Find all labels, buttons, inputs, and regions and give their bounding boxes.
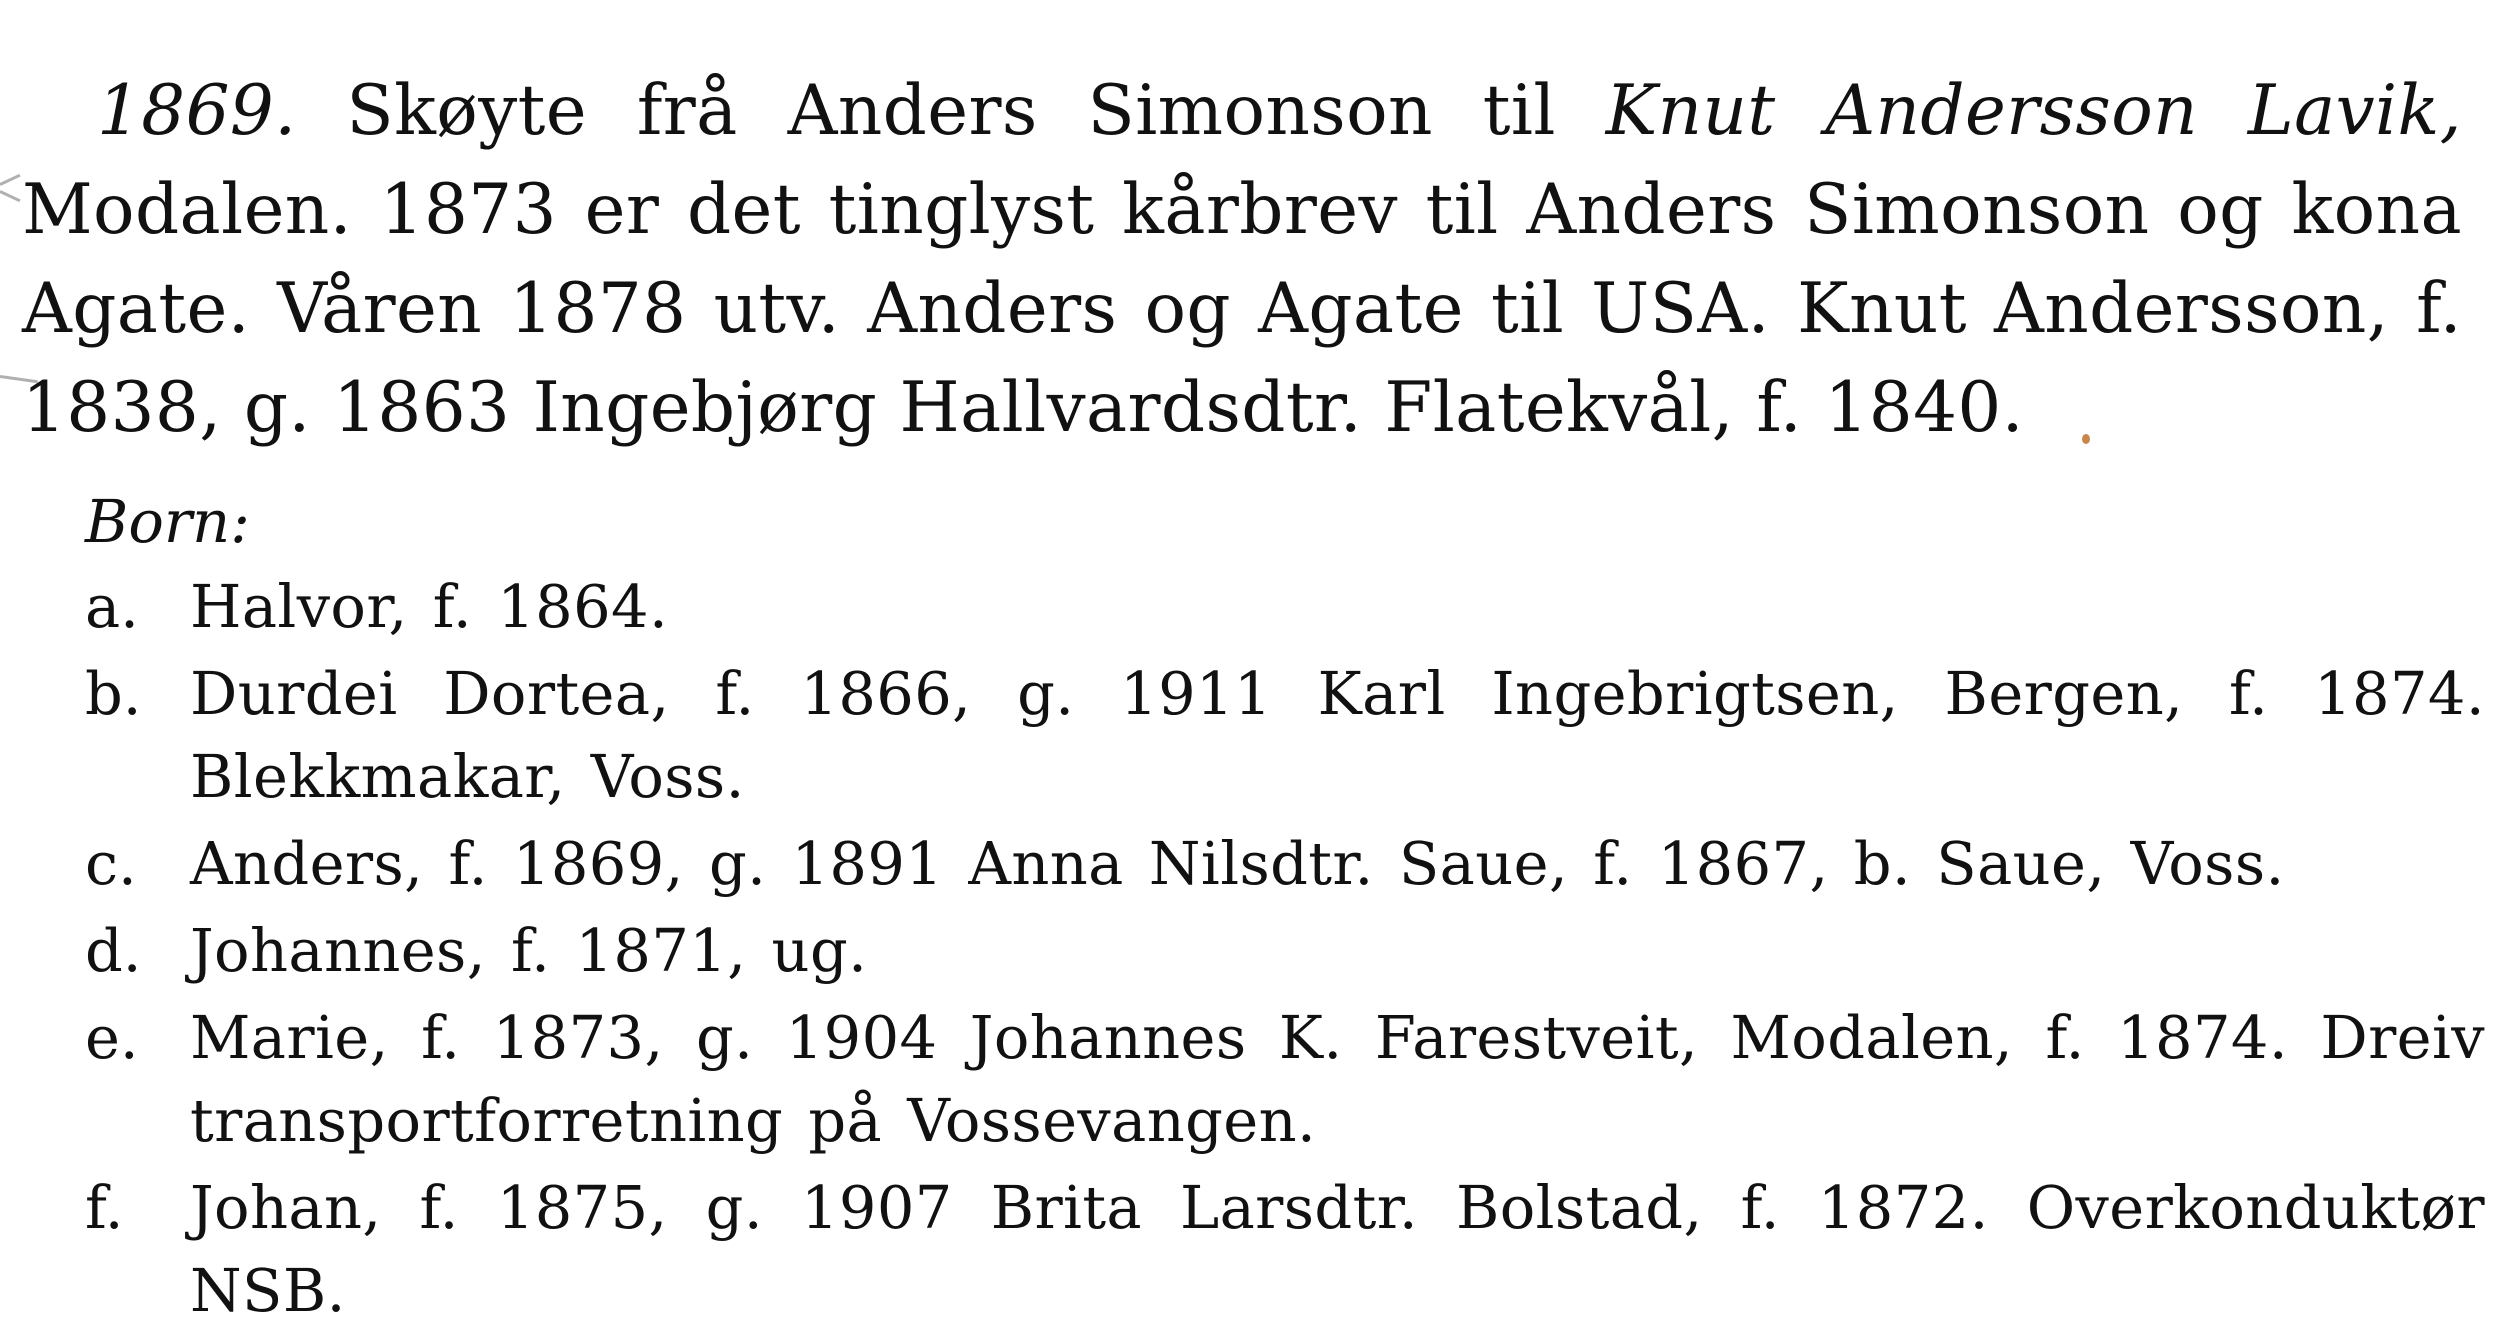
list-item-letter: b. [85,659,142,728]
entry-text-after-name: Modalen. 1873 er det tinglyst kårbrev til Anders Simonson og kona Agate. Våren 1878 utv. Anders og Agate til USA. Knut Andersson, f. 1838, g. 1863 Ingebjørg Hallvardsdtr. Flatekvål, f. 1840. [22,170,2462,448]
list-item [85,996,2485,1162]
entry-text-before-name: Skøyte frå Anders Simonson til [296,71,1606,151]
list-item-letter: d. [85,916,142,985]
list-item-letter: f. [85,1173,124,1242]
entry-buyer-name: Knut Andersson Lavik, [1605,71,2462,151]
list-item-letter: a. [85,572,139,641]
children-list [85,565,2485,1336]
list-item-letter: c. [85,829,137,898]
born-heading: Born: [85,487,250,556]
list-item-text: Anders, f. 1869, g. 1891 Anna Nilsdtr. Saue, f. 1867, b. Saue, Voss. [190,829,2285,898]
list-item-text: Johan, f. 1875, g. 1907 Brita Larsdtr. Bolstad, f. 1872. Overkonduktør NSB. [190,1173,2485,1325]
scan-mark [0,174,21,186]
list-item [85,909,2485,992]
list-item [85,652,2485,818]
entry-year: 1869. [97,71,297,151]
entry-paragraph [22,62,2462,458]
list-item-text: Johannes, f. 1871, ug. [190,916,868,985]
list-item [85,565,2485,648]
list-item [85,822,2485,905]
list-item-text: Durdei Dortea, f. 1866, g. 1911 Karl Ingebrigtsen, Bergen, f. 1874. Blekkmakar, Voss. [190,659,2485,811]
list-item-text: Halvor, f. 1864. [190,572,669,641]
scan-mark [0,190,21,202]
list-item-text: Marie, f. 1873, g. 1904 Johannes K. Farestveit, Modalen, f. 1874. Dreiv transportforretning på Vossevangen. [190,1003,2485,1155]
list-item-letter: e. [85,1003,139,1072]
list-item [85,1166,2485,1332]
